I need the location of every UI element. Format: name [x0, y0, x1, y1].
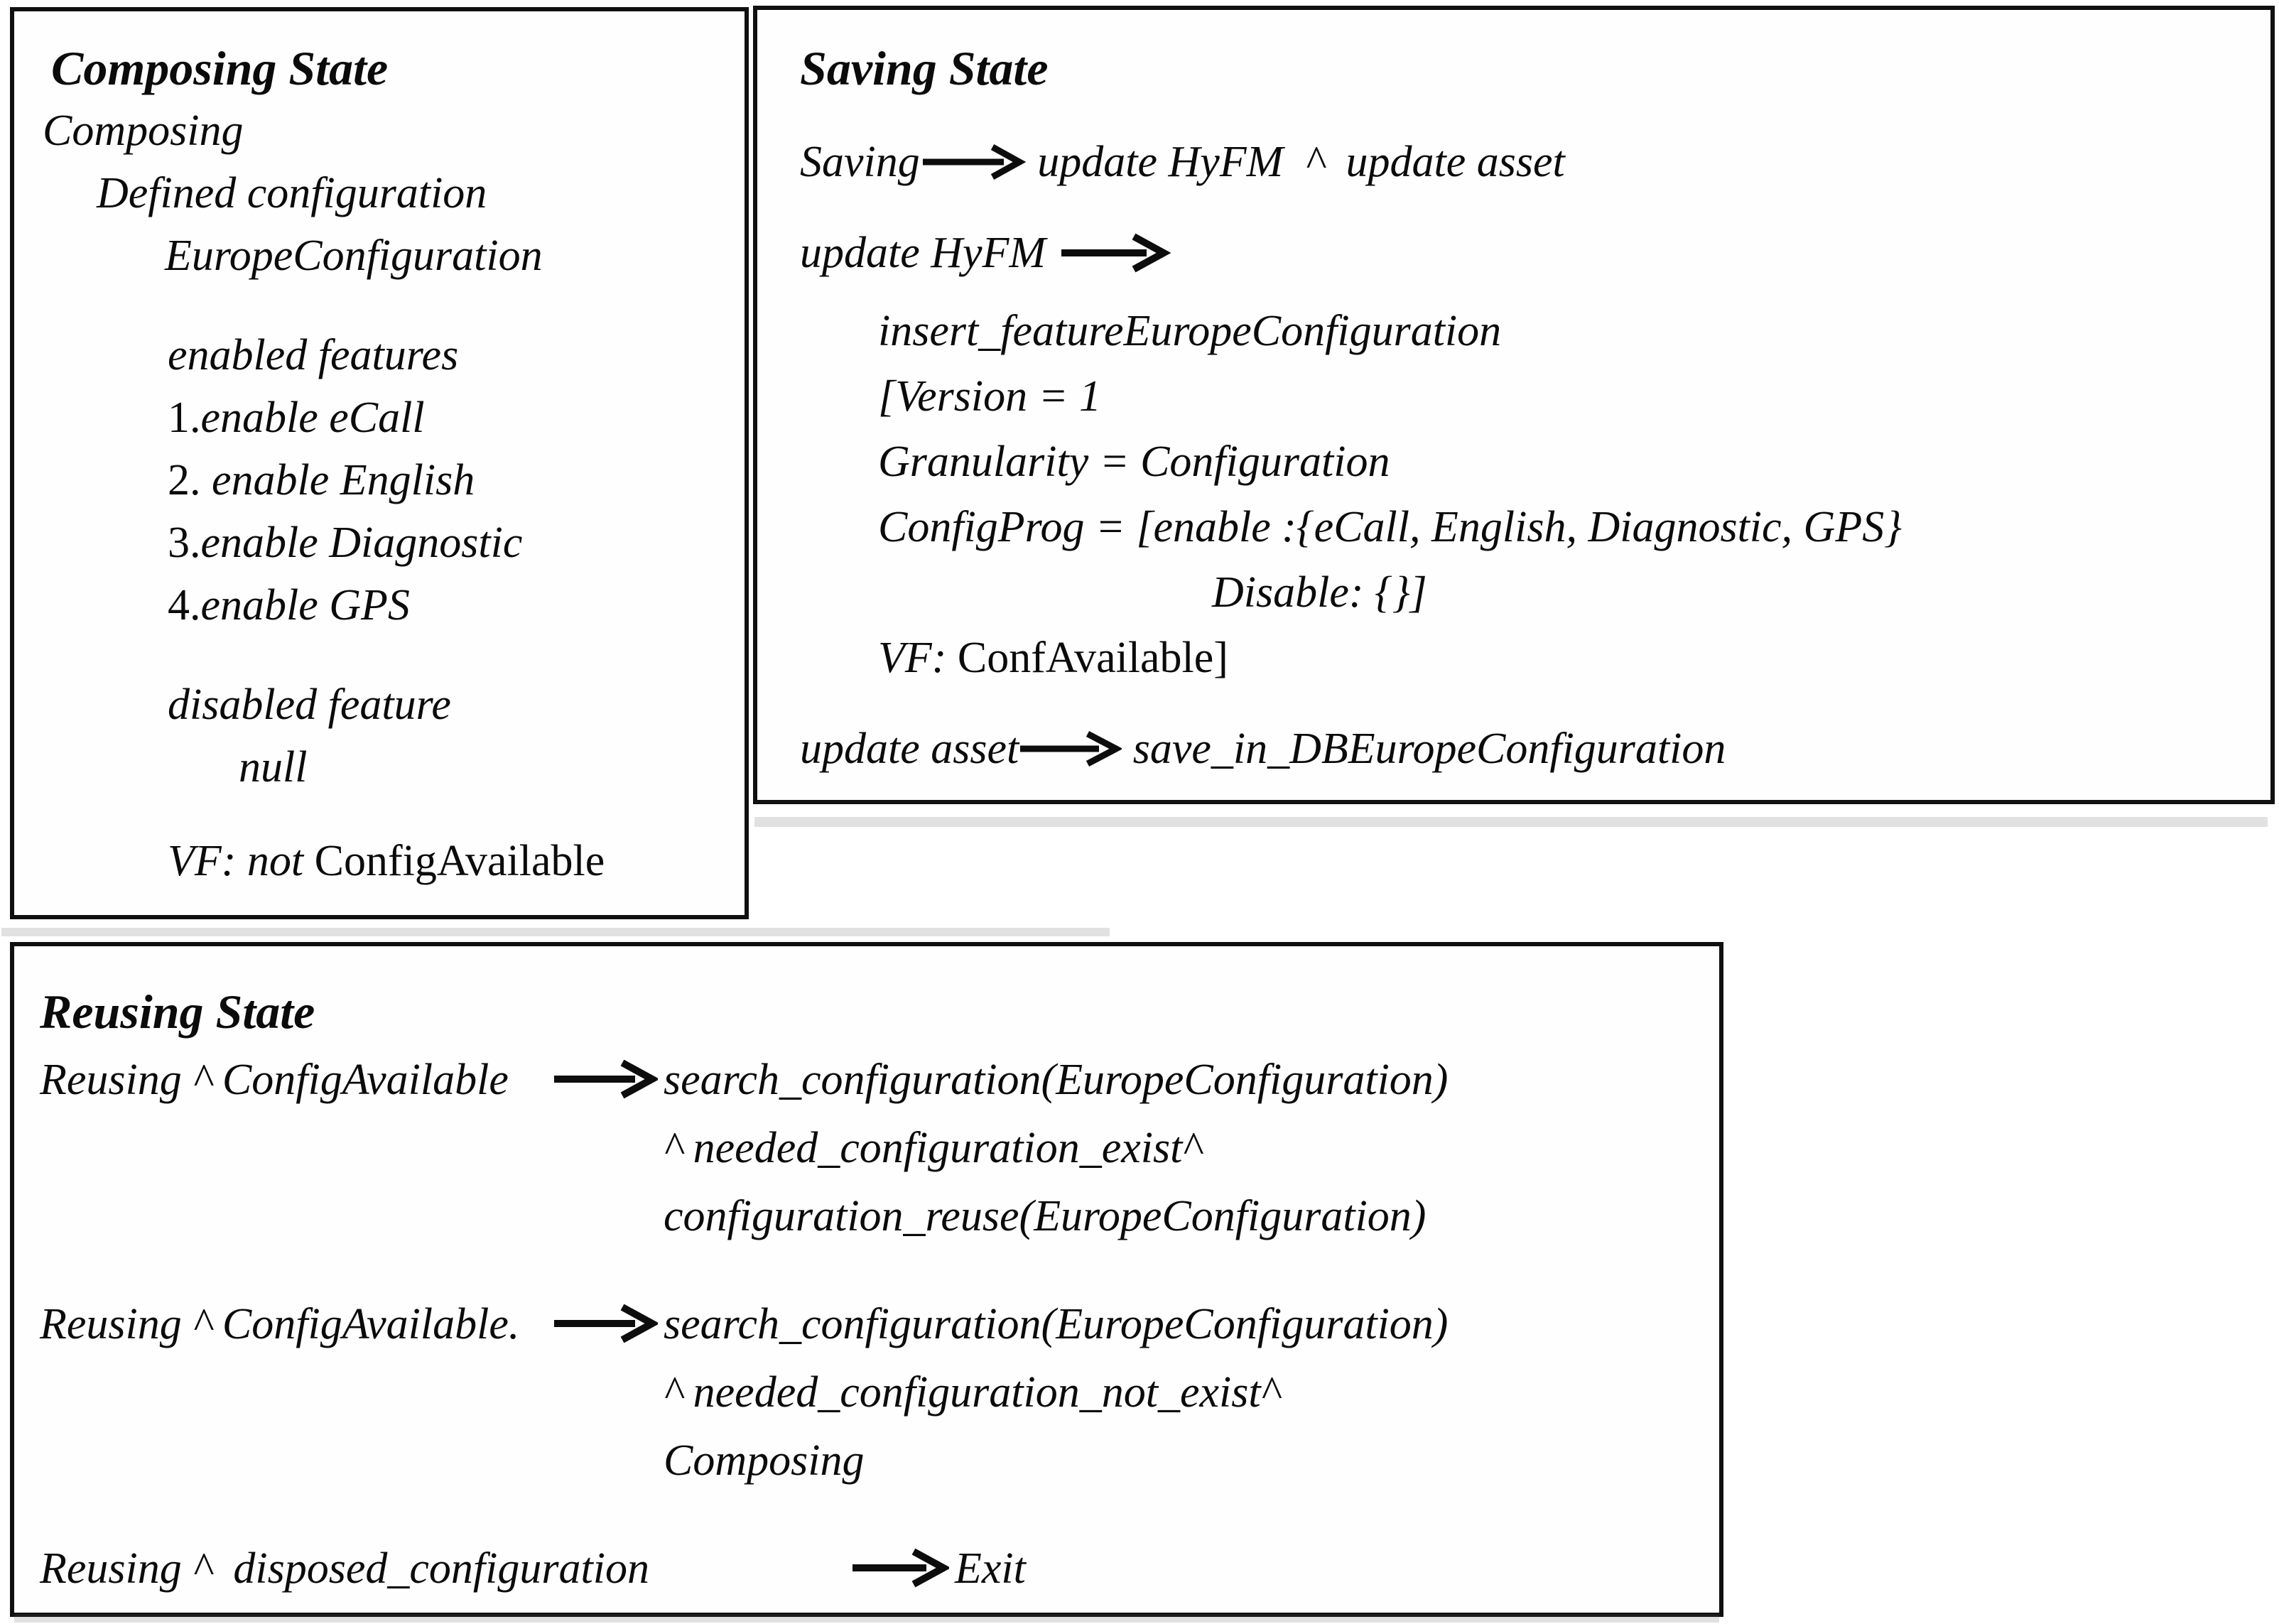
composing-vf-line [43, 830, 733, 892]
feature-number: 4. [168, 581, 201, 629]
scan-artifact [754, 817, 2268, 827]
feature-number: 2. [168, 456, 201, 504]
arrow-right-icon [1057, 232, 1171, 274]
disabled-feature-label: disabled feature [168, 681, 451, 729]
composing-state-box [10, 7, 749, 919]
feature-number: 1. [168, 394, 201, 442]
enabled-feature-item [43, 574, 733, 637]
saving-rule [800, 129, 2259, 195]
enabled-feature-item [43, 511, 733, 574]
saving-vf-line [800, 625, 2259, 691]
arrow-right-icon [551, 1303, 658, 1344]
rule-lhs: Reusing ^ ConfigAvailable. [40, 1300, 520, 1348]
rule-rhs-line: Exit [955, 1544, 1026, 1593]
saving-box-title: Saving State [800, 41, 1049, 95]
update-hyfm-lhs: update HyFM [800, 229, 1057, 277]
granularity-line: Granularity = Configuration [878, 438, 1390, 486]
configprog-line: ConfigProg = [enable :{eCall, English, Diagnostic, GPS} [878, 503, 1902, 551]
reusing-rule-config-available-not [40, 1290, 1708, 1495]
arrow-right-icon [551, 1059, 658, 1100]
reusing-box-title: Reusing State [40, 985, 315, 1039]
rule-rhs-line: ^ needed_configuration_exist^ [664, 1124, 1201, 1172]
rule-lhs: Reusing ^ disposed_configuration [40, 1544, 649, 1593]
update-asset-lhs: update asset [800, 725, 1019, 773]
rule-rhs-line: ^ needed_configuration_not_exist^ [664, 1368, 1279, 1417]
configuration-name: EuropeConfiguration [165, 232, 543, 280]
disable-line: Disable: {}] [1212, 568, 1427, 617]
rule-rhs [664, 1046, 1448, 1250]
update-asset-rule [800, 716, 2259, 781]
scan-artifact [14, 1614, 1719, 1623]
rule-rhs-line: configuration_reuse(EuropeConfiguration) [664, 1192, 1427, 1240]
enabled-features-label: enabled features [168, 331, 459, 379]
disabled-feature-value: null [239, 743, 308, 791]
rule-rhs-line: Composing [664, 1436, 865, 1485]
reusing-rule-disposed [40, 1534, 1708, 1603]
arrow-right-icon [1019, 730, 1122, 768]
rule-rhs-line: search_configuration(EuropeConfiguration) [664, 1300, 1449, 1348]
arrow-right-icon [920, 143, 1027, 181]
defined-configuration-label: Defined configuration [97, 169, 487, 217]
feature-label: enable GPS [200, 581, 410, 629]
composing-box-title: Composing State [51, 41, 389, 95]
scan-artifact [1, 928, 1110, 936]
rule-rhs [955, 1534, 1026, 1603]
rule-lhs: Reusing ^ ConfigAvailable [40, 1056, 509, 1104]
saving-state-box [753, 6, 2275, 804]
vf-value: ConfAvailable] [957, 634, 1228, 682]
vf-label: VF: [878, 634, 958, 682]
feature-label: enable eCall [200, 394, 425, 442]
feature-label: enable Diagnostic [200, 519, 523, 567]
rule-rhs [664, 1290, 1448, 1495]
enabled-feature-item [43, 386, 733, 449]
vf-value: ConfigAvailable [314, 837, 605, 885]
feature-number: 3. [168, 519, 201, 567]
saving-rule-rhs: update HyFM ^ update asset [1026, 138, 1565, 186]
enabled-feature-item [43, 449, 733, 511]
feature-label: enable English [200, 456, 475, 504]
version-line: [Version = 1 [878, 372, 1101, 421]
reusing-rule-config-available [40, 1046, 1708, 1250]
composing-state-name: Composing [43, 107, 244, 155]
arrow-right-icon [850, 1547, 949, 1588]
saving-rule-lhs: Saving [800, 138, 920, 186]
update-asset-rhs: save_in_DBEuropeConfiguration [1122, 725, 1726, 773]
vf-label: VF: not [168, 837, 315, 885]
rule-rhs-line: search_configuration(EuropeConfiguration) [664, 1056, 1449, 1104]
update-hyfm-rule [800, 220, 2259, 286]
reusing-state-box [10, 942, 1723, 1617]
insert-feature-line: insert_featureEuropeConfiguration [878, 307, 1502, 355]
